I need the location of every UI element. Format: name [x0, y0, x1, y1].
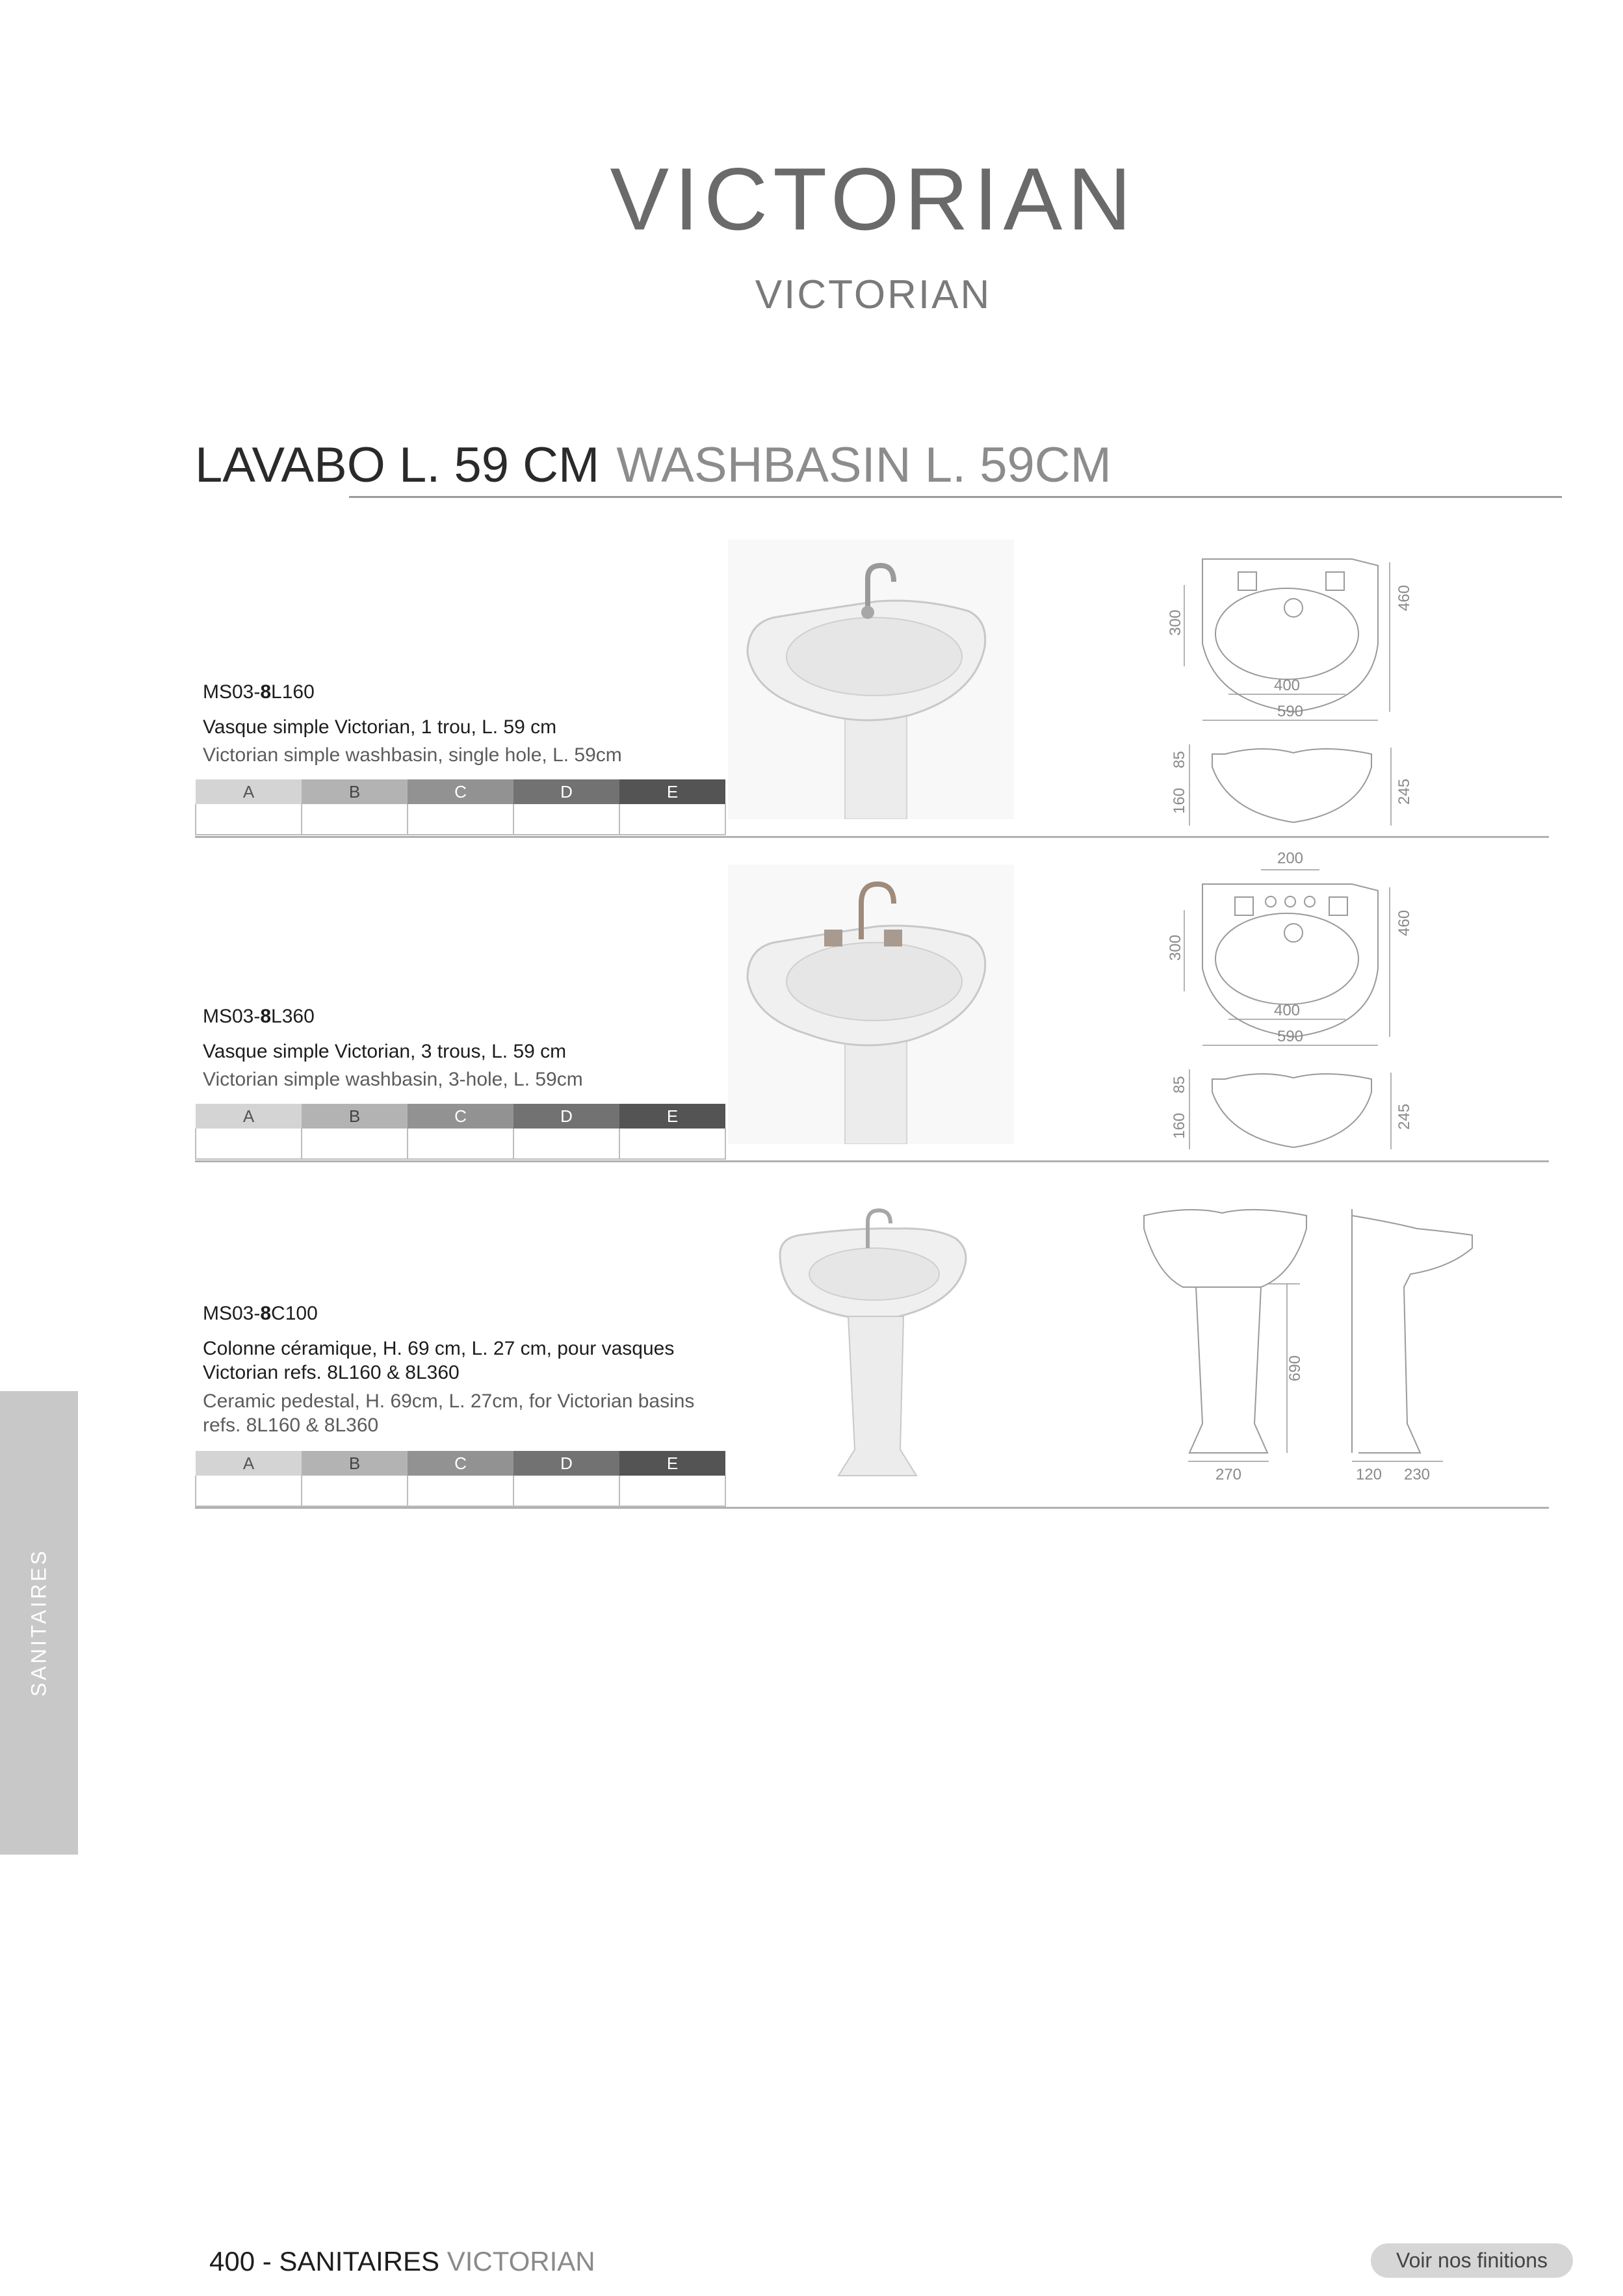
- page-footer: [209, 2246, 595, 2277]
- finish-header: D: [513, 779, 619, 804]
- finish-header: A: [196, 1451, 302, 1476]
- finish-cell: [619, 1128, 725, 1159]
- product-description-en: Victorian simple washbasin, 3-hole, L. 59cm: [203, 1069, 583, 1090]
- footer-collection: VICTORIAN: [447, 2246, 595, 2276]
- finish-cell: [302, 804, 408, 835]
- finish-cell: [302, 1476, 408, 1506]
- finish-header: E: [619, 1451, 725, 1476]
- finish-cell: [408, 1476, 513, 1506]
- finish-header: C: [408, 1104, 513, 1128]
- product-description-fr-line2: Victorian refs. 8L160 & 8L360: [203, 1362, 460, 1383]
- side-tab-label: SANITAIRES: [27, 1548, 51, 1697]
- finish-cell: [408, 804, 513, 835]
- dimension-label: 230: [1403, 1466, 1431, 1482]
- product-description-en-line1: Ceramic pedestal, H. 69cm, L. 27cm, for Victorian basins: [203, 1390, 695, 1412]
- finish-cell: [408, 1128, 513, 1159]
- finish-cell: [196, 1128, 302, 1159]
- finish-cell: [513, 1128, 619, 1159]
- finish-cell: [513, 1476, 619, 1506]
- finish-header: A: [196, 779, 302, 804]
- finish-cell: [619, 1476, 725, 1506]
- product-description-fr: Vasque simple Victorian, 1 trou, L. 59 cm: [203, 716, 557, 738]
- product-description-en: Victorian simple washbasin, single hole, L. 59cm: [203, 744, 622, 766]
- product-description-fr-line1: Colonne céramique, H. 69 cm, L. 27 cm, pour vasques: [203, 1338, 675, 1359]
- product-ref: MS03-8L360: [203, 1006, 315, 1027]
- dimension-label: 300: [1167, 934, 1184, 961]
- washbasin-three-hole-photo: [728, 865, 1014, 1144]
- finish-header: D: [513, 1104, 619, 1128]
- finish-header: A: [196, 1104, 302, 1128]
- finish-header: E: [619, 1104, 725, 1128]
- dimension-label: 690: [1286, 1355, 1304, 1381]
- finish-cell: [302, 1128, 408, 1159]
- dimension-label: 400: [1273, 1002, 1301, 1019]
- footer-page-number: 400 - SANITAIRES: [209, 2246, 440, 2276]
- finish-header: E: [619, 779, 725, 804]
- finish-cell: [196, 804, 302, 835]
- row-divider: [195, 1160, 1549, 1162]
- section-title-fr: LAVABO L. 59 CM: [195, 437, 600, 493]
- finish-table: [195, 1451, 726, 1507]
- finish-cell: [619, 804, 725, 835]
- finish-table: [195, 779, 726, 835]
- dimension-label: 245: [1396, 778, 1413, 805]
- finish-header: B: [302, 779, 408, 804]
- finish-header: C: [408, 779, 513, 804]
- section-divider: [349, 496, 1562, 498]
- dimension-label: 300: [1167, 609, 1184, 636]
- finish-header: D: [513, 1451, 619, 1476]
- dimension-label: 85: [1171, 751, 1188, 768]
- row-divider: [195, 836, 1549, 838]
- washbasin-single-hole-photo: [728, 540, 1014, 819]
- section-title: [195, 437, 1111, 493]
- dimension-label: 460: [1396, 909, 1413, 936]
- dimension-label: 270: [1215, 1466, 1242, 1482]
- dimension-label: 200: [1277, 850, 1304, 867]
- washbasin-single-hole-technical-drawing: [1163, 546, 1423, 832]
- pedestal-photo: [767, 1203, 981, 1489]
- dimension-label: 160: [1171, 1112, 1188, 1139]
- dimension-label: 85: [1171, 1076, 1188, 1093]
- finish-cell: [513, 804, 619, 835]
- dimension-label: 590: [1277, 1028, 1304, 1045]
- page-title: VICTORIAN: [610, 150, 1137, 248]
- product-description-fr: Vasque simple Victorian, 3 trous, L. 59 cm: [203, 1041, 567, 1062]
- finish-table: [195, 1104, 726, 1160]
- washbasin-three-hole-technical-drawing: [1163, 845, 1423, 1151]
- page-subtitle: VICTORIAN: [755, 272, 992, 317]
- dimension-label: 460: [1396, 584, 1413, 611]
- dimension-label: 245: [1396, 1103, 1413, 1130]
- dimension-label: 400: [1273, 677, 1301, 694]
- finish-header: B: [302, 1104, 408, 1128]
- finish-header: C: [408, 1451, 513, 1476]
- finish-header: B: [302, 1451, 408, 1476]
- section-title-en: WASHBASIN L. 59CM: [616, 437, 1111, 493]
- product-description-en-line2: refs. 8L160 & 8L360: [203, 1415, 379, 1436]
- view-finishes-button[interactable]: Voir nos finitions: [1371, 2243, 1573, 2278]
- dimension-label: 590: [1277, 703, 1304, 720]
- product-ref: MS03-8L160: [203, 681, 315, 703]
- dimension-label: 160: [1171, 787, 1188, 814]
- row-divider: [195, 1507, 1549, 1509]
- product-ref: MS03-8C100: [203, 1303, 318, 1324]
- dimension-label: 120: [1355, 1466, 1383, 1482]
- pedestal-technical-drawing: [1131, 1196, 1495, 1482]
- finish-cell: [196, 1476, 302, 1506]
